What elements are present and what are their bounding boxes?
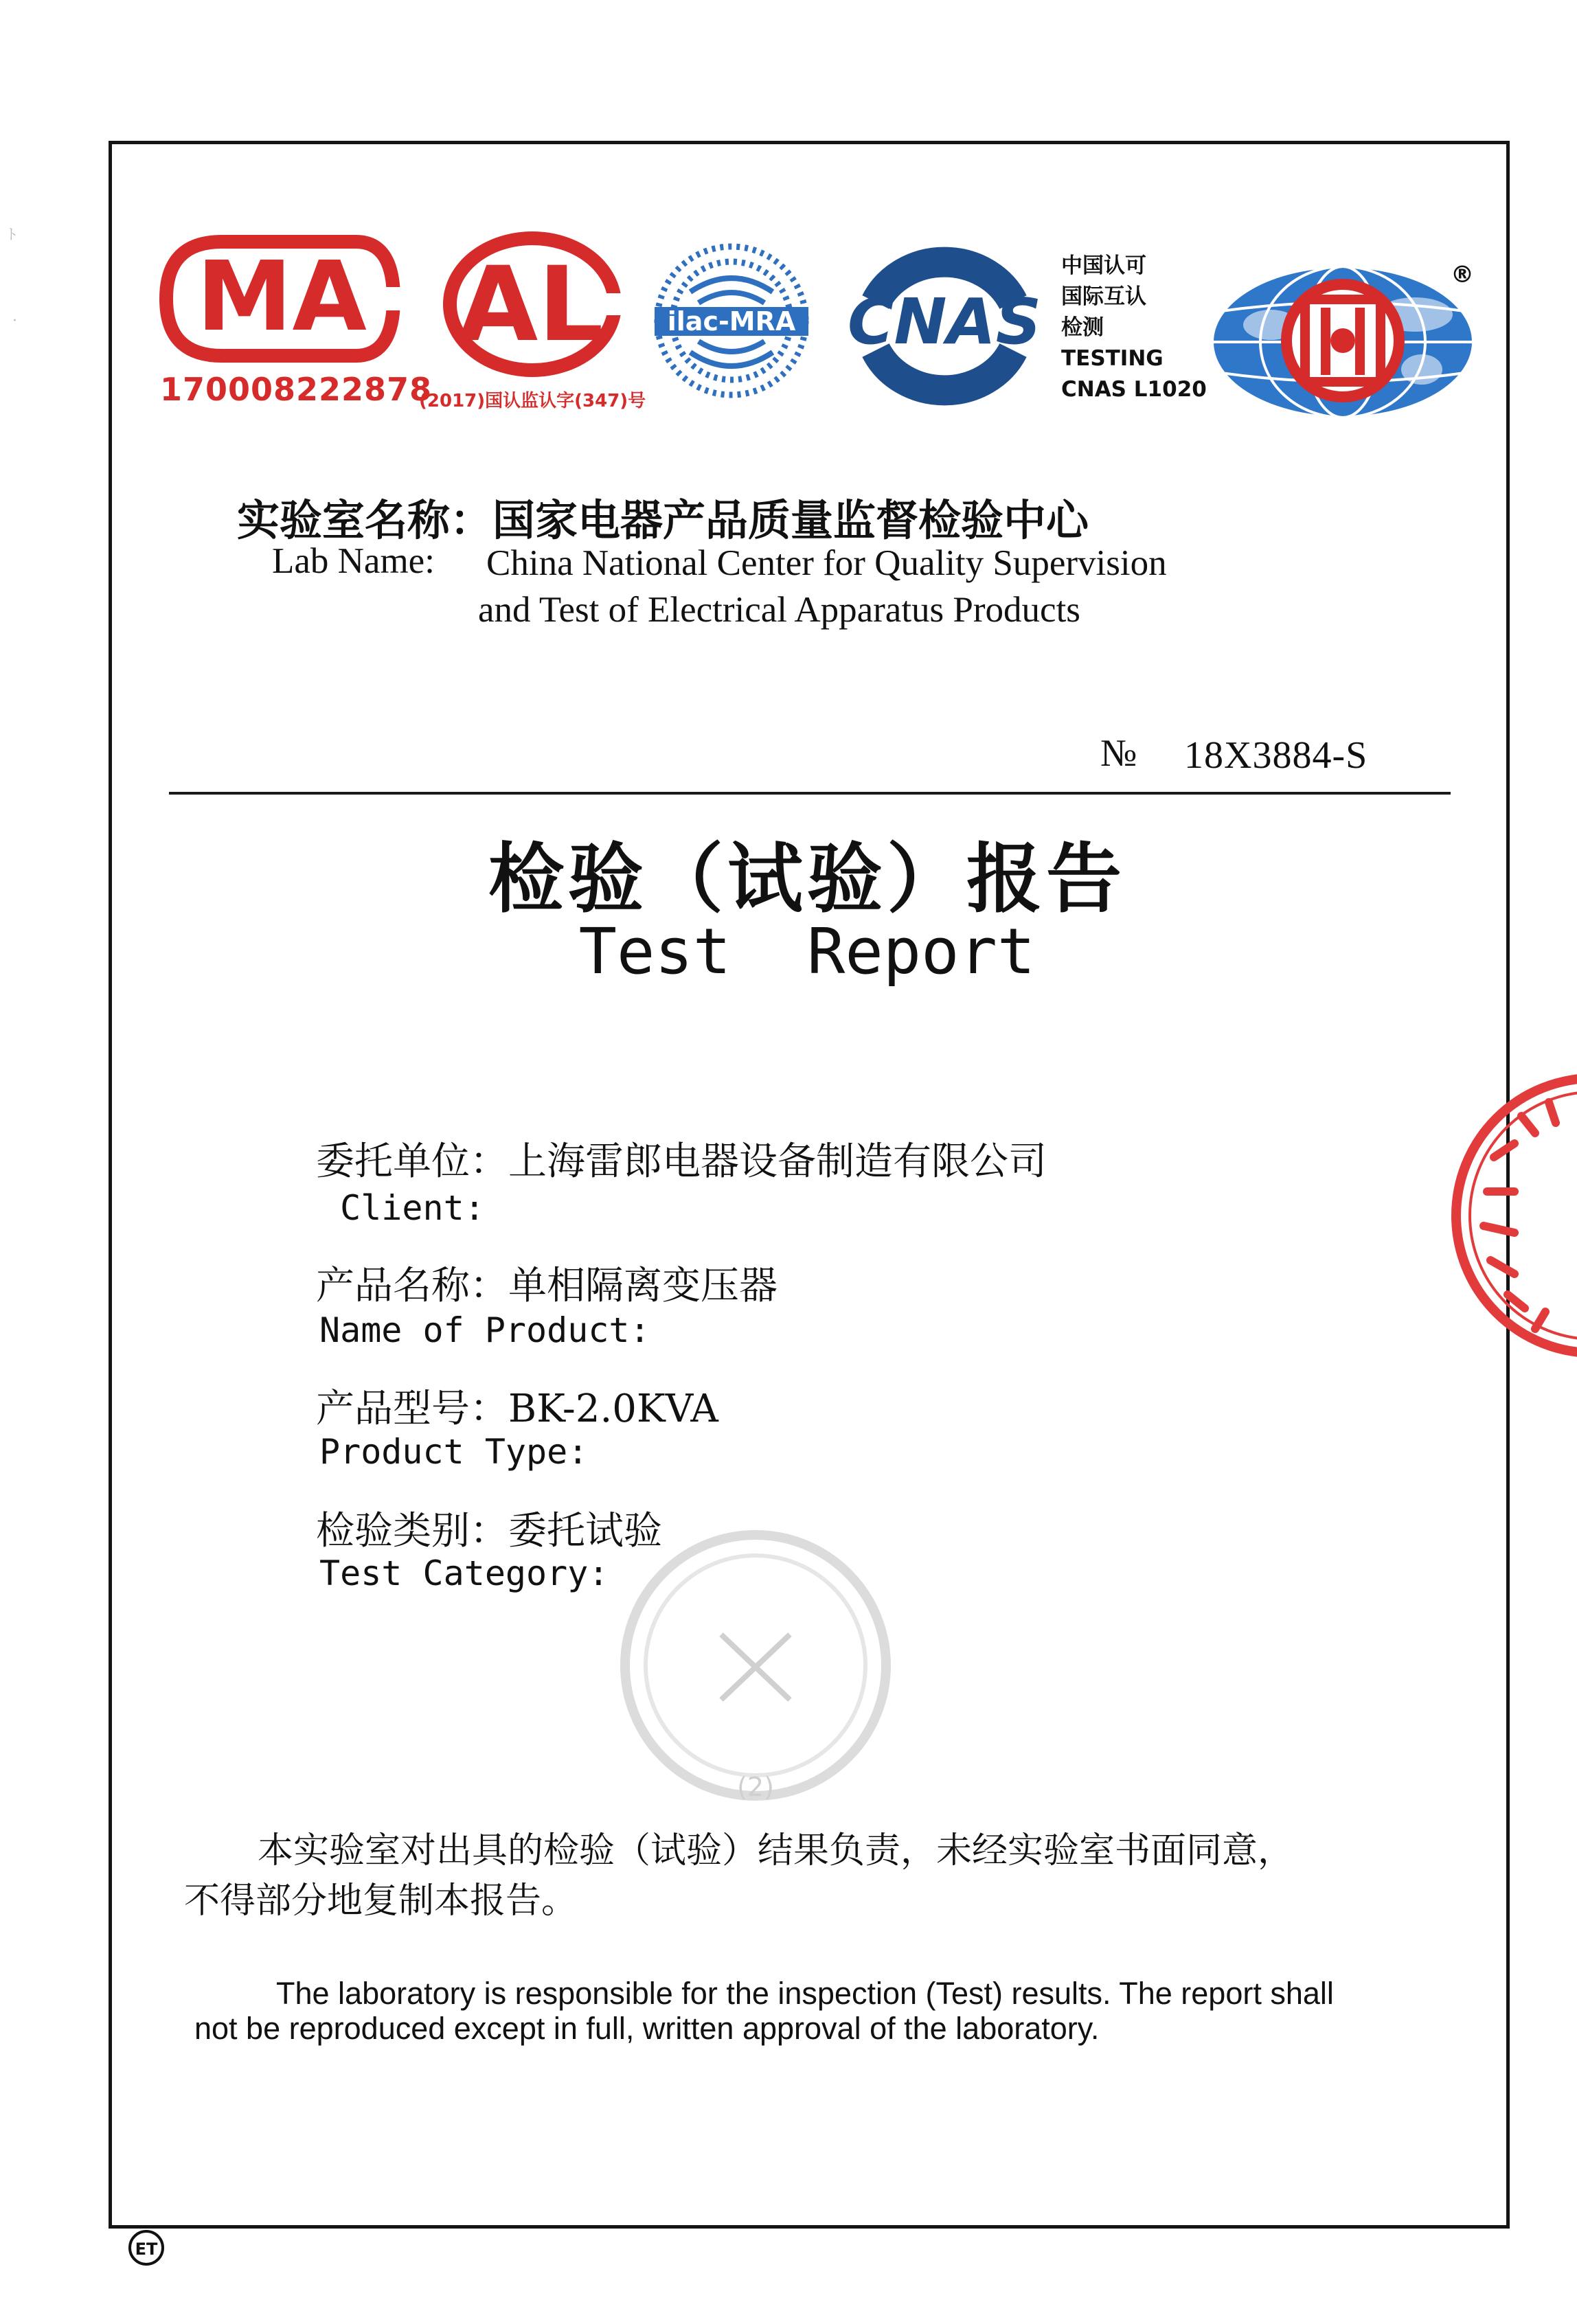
test-category-field-en: Test Category: [319, 1553, 609, 1593]
test-category-field-cn: 检验类别：委托试验 [316, 1509, 662, 1553]
scan-speck: ﾄ [8, 227, 16, 244]
ilac-logo-text: ilac-MRA [667, 306, 796, 337]
report-number-label: № [1100, 732, 1137, 775]
lab-name-en-label: Lab Name: [272, 541, 435, 581]
statement-en-line1: The laboratory is responsible for the inspection (Test) results. The report shall [276, 1976, 1334, 2011]
report-title-cn: 检验（试验）报告 [488, 835, 1126, 923]
lab-name-en-line2: and Test of Electrical Apparatus Products [478, 590, 1080, 630]
footer-et-text: ET [135, 2240, 158, 2259]
statement-en-line2: not be reproduced except in full, written approval of the laboratory. [194, 2011, 1100, 2046]
cma-logo-text: MA [196, 241, 367, 353]
ilac-mra-logo [649, 237, 814, 405]
cal-logo-text: AL [458, 245, 604, 365]
product-type-field-en: Product Type: [319, 1432, 589, 1472]
product-name-field-cn: 产品名称：单相隔离变压器 [316, 1264, 778, 1308]
cma-logo [157, 233, 404, 364]
embossed-seal-number: (2) [737, 1772, 774, 1802]
report-title-en: Test Report [578, 915, 1036, 988]
cnas-testing-line: CNAS L1020 [1061, 377, 1207, 402]
footer-et-mark [127, 2229, 166, 2267]
cma-number: 170008222878 [160, 371, 433, 408]
client-field-cn: 委托单位：上海雷郎电器设备制造有限公司 [316, 1139, 1047, 1184]
cal-logo [440, 230, 625, 378]
cnas-testing-label [1061, 251, 1219, 405]
product-type-field-cn: 产品型号：BK-2.0KVA [316, 1387, 718, 1431]
lab-name-cn: 实验室名称：国家电器产品质量监督检验中心 [237, 495, 1089, 545]
red-official-seal [1446, 1068, 1577, 1363]
lab-name-en-line1: China National Center for Quality Supervision [486, 543, 1167, 583]
client-field-en: Client: [319, 1188, 485, 1228]
report-number: 18X3884-S [1184, 734, 1368, 777]
cnas-testing-line: 国际互认 [1061, 284, 1146, 309]
registered-mark: ® [1451, 261, 1474, 288]
product-name-field-en: Name of Product: [319, 1310, 650, 1350]
embossed-seal [611, 1518, 900, 1820]
cqc-globe-logo [1209, 260, 1487, 421]
cnas-testing-line: 中国认可 [1061, 253, 1146, 278]
cnas-logo [848, 247, 1041, 402]
header-divider [169, 792, 1451, 795]
statement-cn-line1: 本实验室对出具的检验（试验）结果负责，未经实验室书面同意， [258, 1830, 1294, 1871]
cnas-testing-line: 检测 [1061, 315, 1104, 340]
cnas-testing-line: TESTING [1061, 346, 1164, 371]
cnas-logo-text: CNAS [848, 285, 1041, 358]
scan-speck: · [12, 312, 17, 330]
cal-number: (2017)国认监认字(347)号 [419, 391, 646, 411]
statement-cn-line2: 不得部分地复制本报告。 [184, 1880, 578, 1922]
